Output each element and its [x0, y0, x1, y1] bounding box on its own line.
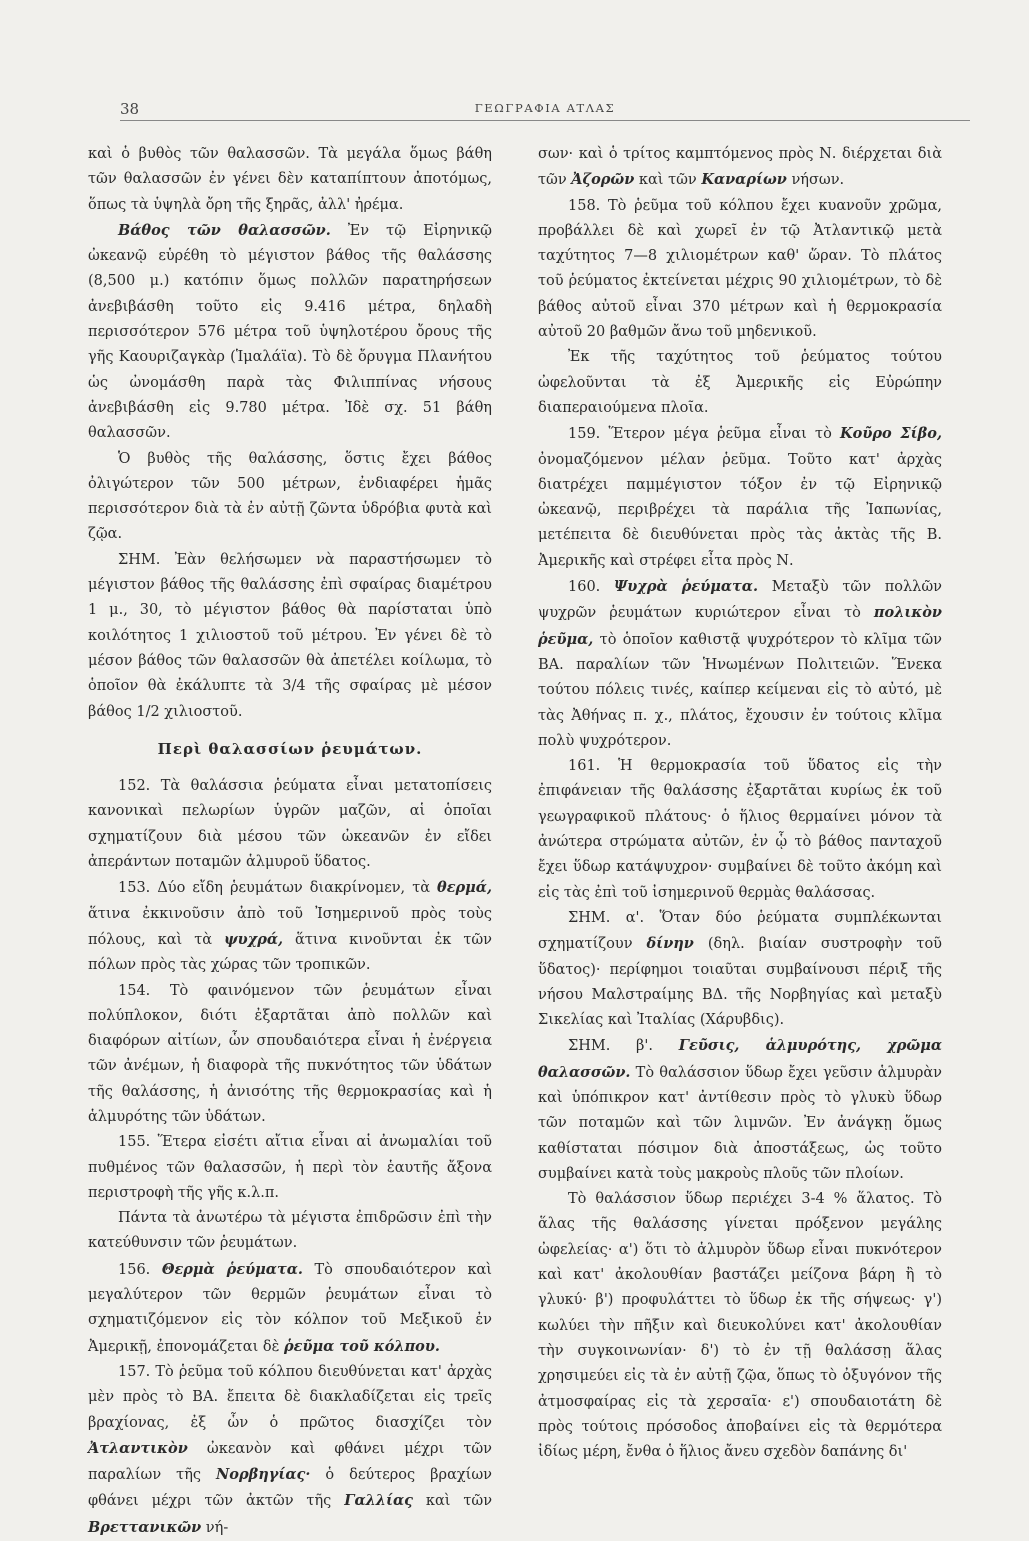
term: Βρεττανικῶν: [88, 1518, 202, 1536]
text: Τὸ σπουδαιότερον καὶ μεγαλύτερον τῶν θερμῶν ῥευμάτων εἶναι τὸ σχηματιζόμενον εἰς τὸν κόλπον τοῦ Μεξικοῦ ἐν Ἀμερικῇ, ἐπονομάζεται δὲ: [88, 1261, 492, 1355]
text: ἅτινα ἐκκινοῦσιν ἀπὸ τοῦ Ἰσημερινοῦ πρὸς τοὺς πόλους, καὶ τὰ: [88, 905, 492, 948]
text: 160.: [568, 579, 614, 596]
text: ὀνομαζόμενον μέλαν ῥεῦμα. Τοῦτο κατ' ἀρχὰς διατρέχει παμμέγιστον τόξον ἐν τῷ Εἰρηνικῷ ὠκεανῷ, περιβρέχει τὰ παράλια τῆς Ἰαπωνίας, μετέπειτα δὲ διευθύνεται πρὸς τὰς ἀκτὰς τῆς Β. Ἀμερικῆς καὶ στρέφει εἶτα πρὸς Ν.: [538, 451, 942, 569]
paragraph: Πάντα τὰ ἀνωτέρω τὰ μέγιστα ἐπιδρῶσιν ἐπὶ τὴν κατεύθυνσιν τῶν ῥευμάτων.: [88, 1210, 492, 1252]
paragraph: [538, 142, 942, 194]
term: ῥεῦμα τοῦ κόλπου.: [283, 1337, 440, 1355]
text: καὶ τῶν: [634, 172, 702, 189]
header-rule: [120, 120, 970, 121]
text: Ἐν τῷ Εἰρηνικῷ ὠκεανῷ εὑρέθη τὸ μέγιστον βάθος τῆς θαλάσσης (8,500 μ.) κατόπιν ὅμως πολλῶν παρατηρήσεων ἀνεβιβάσθη τοῦτο εἰς 9.416 μέτρα, δηλαδὴ περισσότερον 576 μέτρα τοῦ ὑψηλοτέρου ὄρους τῆς γῆς Καουριζαγκὰρ (Ἱμαλάϊα). Τὸ δὲ ὄρυγμα Πλανήτου ὡς ὠνομάσθη παρὰ τὰς Φιλιππίνας νήσους ἀνεβιβάσθη εἰς 9.780 μέτρα. Ἰδὲ σχ. 51 βάθη θαλασσῶν.: [88, 222, 492, 442]
term: Γεῦσις, ἁλμυρότης, χρῶμα θαλασσῶν.: [538, 1037, 942, 1081]
paragraph: καὶ ὁ βυθὸς τῶν θαλασσῶν. Τὰ μεγάλα ὅμως βάθη τῶν θαλασσῶν ἐν γένει δὲν καταπίπτουν ἀποτόμως, ὅπως τὰ ὑψηλὰ ὄρη τῆς ξηρᾶς, ἀλλ' ἠρέμα.: [88, 146, 492, 213]
text: ὁ δεύτερος βραχίων φθάνει μέχρι τῶν ἀκτῶν τῆς: [88, 1467, 492, 1510]
paragraph-161: 161. Ἡ θερμοκρασία τοῦ ὕδατος εἰς τὴν ἐπιφάνειαν τῆς θαλάσσης ἐξαρτᾶται κυρίως ἐκ τοῦ γεωγραφικοῦ πλάτους· ὁ ἥλιος θερμαίνει μόνον τὰ ἀνώτερα στρώματα αὐτῶν, ἐν ᾧ τὸ βάθος πανταχοῦ ἔχει ὕδωρ κατάψυχρον· συμβαίνει δὲ τοῦτο ἀκόμη καὶ εἰς τὰς ἐπὶ τοῦ ἰσημερινοῦ θερμὰς θαλάσσας.: [538, 758, 942, 901]
paragraph: Τὸ θαλάσσιον ὕδωρ περιέχει 3-4 % ἅλατος. Τὸ ἅλας τῆς θαλάσσης γίνεται πρόξενον μεγάλης ὠφελείας· α') ὅτι τὸ ἁλμυρὸν ὕδωρ εἶναι πυκνότερον καὶ κατ' ἀκολουθίαν βαστάζει μείζονα βάρη ἢ τὸ γλυκύ· β') προφυλάττει τὸ ὕδωρ ἐκ τῆς σήψεως· γ') κωλύει τὴν πῆξιν καὶ διευκολύνει κατ' ἀκολουθίαν τὴν συγκοινωνίαν· δ') τὸ ἐν τῇ θαλάσσῃ ἅλας χρησιμεύει εἰς τὰ ἐν αὐτῇ ζῷα, ὅπως τὸ ὀξυγόνον τῆς ἀτμοσφαίρας εἰς τὰ χερσαῖα· ε') σπουδαιοτάτη δὲ πρὸς τούτοις πρόσοδος ἀποβαίνει εἰς τὰ θερμότερα ἰδίως μέρη, ἔνθα ὁ ἥλιος ἄνευ σχεδὸν δαπάνης δι': [538, 1191, 942, 1461]
page-header: [120, 100, 970, 122]
paragraph-159: [538, 421, 942, 574]
text: ΣΗΜ. α'. Ὅταν δύο ῥεύματα συμπλέκωνται σχηματίζουν: [538, 909, 942, 953]
text: 156.: [118, 1261, 162, 1278]
text: καὶ τῶν: [412, 1493, 493, 1510]
term: Ἀζορῶν: [571, 171, 635, 189]
text: ὠκεανὸν καὶ φθάνει μέχρι τῶν παραλίων τῆς: [88, 1440, 492, 1484]
paragraph-158: 158. Τὸ ῥεῦμα τοῦ κόλπου ἔχει κυανοῦν χρῶμα, προβάλλει δὲ καὶ χωρεῖ ἐν τῷ Ἀτλαντικῷ μετὰ ταχύτητος 7—8 χιλιομέτρων καθ' ὥραν. Τὸ πλάτος τοῦ ῥεύματος ἐκτείνεται μέχρις 90 χιλιομέτρων, τὸ δὲ βάθος αὐτοῦ εἶναι 370 μέτρων καὶ ἡ θερμοκρασία αὐτοῦ 20 βαθμῶν ἄνω τοῦ μηδενικοῦ.: [538, 197, 942, 341]
term: Ἀτλαντικὸν: [88, 1439, 188, 1457]
term: Καναρίων: [701, 171, 787, 189]
paragraph-156: [88, 1257, 492, 1360]
left-column: [88, 142, 492, 1541]
page-number: 38: [120, 100, 140, 118]
text: ἅτινα κινοῦνται ἐκ τῶν πόλων πρὸς τὰς χώρας τῶν τροπικῶν.: [88, 931, 492, 974]
note-paragraph: ΣΗΜ. Ἐὰν θελήσωμεν νὰ παραστήσωμεν τὸ μέγιστον βάθος τῆς θαλάσσης ἐπὶ σφαίρας διαμέτρου 1 μ., 30, τὸ μέγιστον βάθος θὰ παρίσταται ὑπὸ κοιλότητος 1 χιλιοστοῦ τοῦ μέτρου. Ἐν γένει δὲ τὸ μέσον βάθος τῶν θαλασσῶν θὰ ἀπετέλει κοίλωμα, τὸ ὁποῖον θὰ ἐκάλυπτε τὰ 3/4 τῆς σφαίρας μὲ μέσον βάθος 1/2 χιλιοστοῦ.: [88, 551, 492, 720]
paragraph-153: [88, 875, 492, 978]
text: (δηλ. βιαίαν συστροφὴν τοῦ ὕδατος)· περίφημοι τοιαῦται συμβαίνουσι πέριξ τῆς νήσου Μαλστραίμης ΒΔ. τῆς Νορβηγίας καὶ μεταξὺ Σικελίας καὶ Ἰταλίας (Χάρυβδις).: [538, 936, 942, 1029]
paragraph-152: 152. Τὰ θαλάσσια ῥεύματα εἶναι μετατοπίσεις κανονικαὶ πελωρίων ὑγρῶν μαζῶν, αἱ ὁποῖαι σχηματίζουν διὰ μέσου τῶν ὠκεανῶν ἐν εἴδει ἀπεράντων ποταμῶν ἁλμυροῦ ὕδατος.: [88, 778, 492, 871]
paragraph-154: 154. Τὸ φαινόμενον τῶν ῥευμάτων εἶναι πολύπλοκον, διότι ἐξαρτᾶται ἀπὸ πολλῶν καὶ διαφόρων αἰτίων, ὧν σπουδαιότερα εἶναι ἡ ἐνέργεια τῶν ἀνέμων, ἡ διαφορὰ τῆς πυκνότητος τῶν ὑδάτων τῆς θαλάσσης, ἡ ἀνισότης τῆς θερμοκρασίας καὶ ἡ ἁλμυρότης τῶν ὑδάτων.: [88, 982, 492, 1125]
text: τὸ ὁποῖον καθιστᾷ ψυχρότερον τὸ κλῖμα τῶν ΒΑ. παραλίων τῶν Ἡνωμένων Πολιτειῶν. Ἕνεκα τούτου πόλεις τινές, καίπερ κείμεναι εἰς τὸ αὐτό, μὲ τὰς Ἀθήνας π. χ., πλάτος, ἔχουσιν ἐν τούτοις κλῖμα πολὺ ψυχρότερον.: [538, 631, 942, 749]
term: πολικὸν ῥεῦμα,: [538, 604, 942, 648]
text: 157. Τὸ ῥεῦμα τοῦ κόλπου διευθύνεται κατ' ἀρχὰς μὲν πρὸς τὸ ΒΑ. ἔπειτα δὲ διακλαδίζεται εἰς τρεῖς βραχίονας, ἐξ ὧν ὁ πρῶτος διασχίζει τὸν: [88, 1363, 492, 1431]
running-title: ΓΕΩΓΡΑΦΙΑ ΑΤΛΑΣ: [474, 101, 616, 115]
paragraph-157: [88, 1360, 492, 1541]
paragraph-160: [538, 574, 942, 754]
text: νή-: [201, 1519, 229, 1536]
text: Μεταξὺ τῶν πολλῶν ψυχρῶν ῥευμάτων κυριώτερον εἶναι τὸ: [538, 579, 942, 622]
term: ψυχρά,: [223, 930, 284, 948]
paragraph: Ὁ βυθὸς τῆς θαλάσσης, ὅστις ἔχει βάθος ὀλιγώτερον τῶν 500 μέτρων, ἐνδιαφέρει ἡμᾶς περισσότερον διὰ τὰ ἐν αὐτῇ ζῶντα ὑδρόβια φυτὰ καὶ ζῷα.: [88, 450, 492, 543]
text: 153. Δύο εἴδη ῥευμάτων διακρίνομεν, τὰ: [118, 880, 438, 897]
text: Τὸ θαλάσσιον ὕδωρ ἔχει γεῦσιν ἁλμυρὰν καὶ ὑπόπικρον κατ' ἀντίθεσιν πρὸς τὸ γλυκὺ ὕδωρ τῶν ποταμῶν καὶ τῶν λιμνῶν. Ἐν ἀνάγκῃ ὅμως καθίσταται πόσιμον διὰ ἀποστάξεως, ὡς τοῦτο συμβαίνει κατὰ τοὺς μακροὺς πλοῦς τῶν πλοίων.: [538, 1064, 942, 1182]
section-heading: Περὶ θαλασσίων ῥευμάτων.: [157, 739, 423, 758]
term: δίνην: [646, 935, 694, 953]
text: νήσων.: [786, 172, 845, 189]
paragraph-155: 155. Ἕτερα εἰσέτι αἴτια εἶναι αἱ ἀνωμαλίαι τοῦ πυθμένος τῶν θαλασσῶν, ἡ περὶ τὸν ἑαυτῆς ἄξονα περιστροφὴ τῆς γῆς κ.λ.π.: [88, 1134, 492, 1201]
note-a: [538, 906, 942, 1033]
term: Γαλλίας: [344, 1492, 413, 1510]
term: θερμά,: [437, 879, 492, 897]
paragraph-sea-depth: [88, 218, 492, 447]
term: Κοῦρο Σίβο,: [840, 425, 942, 443]
text: ΣΗΜ. β'.: [568, 1038, 679, 1055]
term: Θερμὰ ῥεύματα.: [161, 1260, 303, 1278]
paragraph: Ἐκ τῆς ταχύτητος τοῦ ῥεύματος τούτου ὠφελοῦνται τὰ ἐξ Ἀμερικῆς εἰς Εὐρώπην διαπεραιούμενα πλοῖα.: [538, 349, 942, 416]
note-b: [538, 1033, 942, 1187]
term: Βάθος τῶν θαλασσῶν.: [118, 221, 331, 239]
term: Ψυχρὰ ῥεύματα.: [613, 578, 759, 596]
term: Νορβηγίας·: [216, 1466, 311, 1484]
right-column: [538, 142, 942, 1465]
text: 159. Ἕτερον μέγα ῥεῦμα εἶναι τὸ: [568, 426, 841, 443]
text: σων· καὶ ὁ τρίτος καμπτόμενος πρὸς Ν. διέρχεται διὰ τῶν: [538, 146, 942, 189]
